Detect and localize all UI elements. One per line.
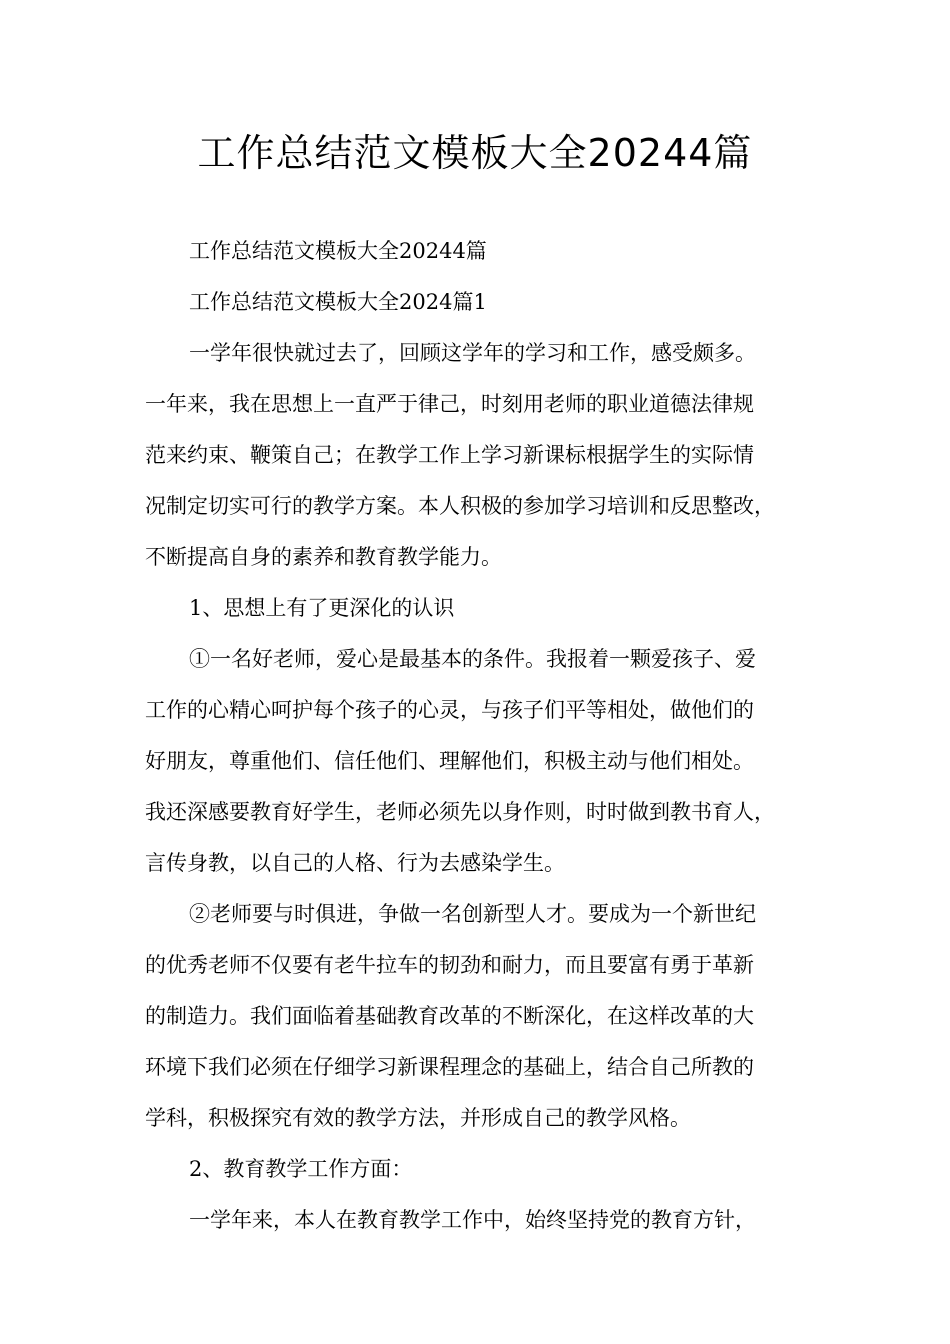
body-line: 工作总结范文模板大全20244篇 <box>189 239 487 263</box>
body-line: 言传身教，以自己的人格、行为去感染学生。 <box>145 851 565 875</box>
body-line: ①一名好老师，爱心是最基本的条件。我报着一颗爱孩子、爱 <box>189 647 756 671</box>
body-line: 不断提高自身的素养和教育教学能力。 <box>145 545 502 569</box>
body-line: 一学年来，本人在教育教学工作中，始终坚持党的教育方针， <box>189 1208 756 1232</box>
body-line: 工作的心精心呵护每个孩子的心灵，与孩子们平等相处，做他们的 <box>145 698 754 722</box>
body-line: 的制造力。我们面临着基础教育改革的不断深化，在这样改革的大 <box>145 1004 754 1028</box>
body-line: 工作总结范文模板大全2024篇1 <box>189 290 487 314</box>
body-line: 2、教育教学工作方面： <box>189 1157 413 1181</box>
body-line: 一学年很快就过去了，回顾这学年的学习和工作，感受颇多。 <box>189 341 756 365</box>
body-line: 学科，积极探究有效的教学方法，并形成自己的教学风格。 <box>145 1106 691 1130</box>
body-line: 1、思想上有了更深化的认识 <box>189 596 455 620</box>
body-line: 环境下我们必须在仔细学习新课程理念的基础上，结合自己所教的 <box>145 1055 754 1079</box>
body-line: 况制定切实可行的教学方案。本人积极的参加学习培训和反思整改， <box>145 494 775 518</box>
body-line: 一年来，我在思想上一直严于律己，时刻用老师的职业道德法律规 <box>145 392 754 416</box>
body-line: ②老师要与时俱进，争做一名创新型人才。要成为一个新世纪 <box>189 902 756 926</box>
body-line: 的优秀老师不仅要有老牛拉车的韧劲和耐力，而且要富有勇于革新 <box>145 953 754 977</box>
document-title: 工作总结范文模板大全20244篇 <box>197 131 753 175</box>
body-line: 好朋友，尊重他们、信任他们、理解他们，积极主动与他们相处。 <box>145 749 754 773</box>
body-line: 我还深感要教育好学生，老师必须先以身作则，时时做到教书育人， <box>145 800 775 824</box>
document-body <box>145 236 825 1236</box>
body-line: 范来约束、鞭策自己；在教学工作上学习新课标根据学生的实际情 <box>145 443 754 467</box>
